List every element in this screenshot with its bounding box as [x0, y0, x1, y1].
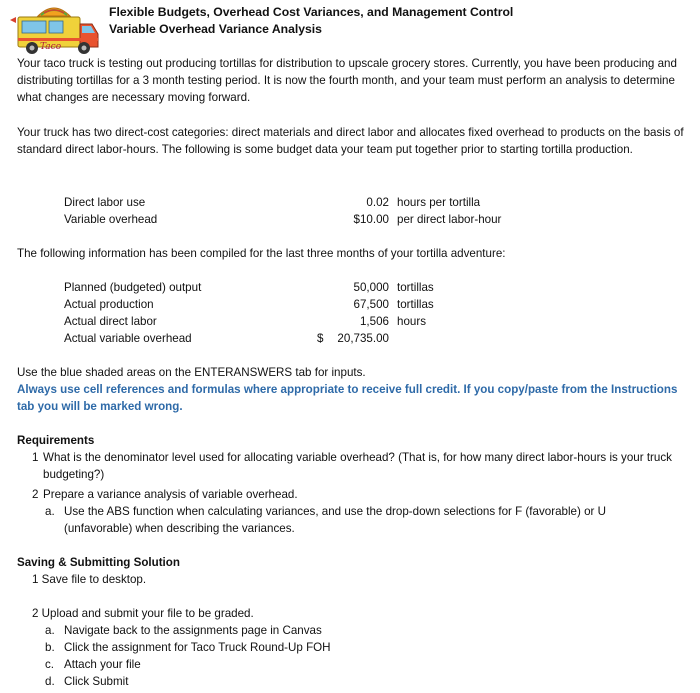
actual-unit: hours	[397, 315, 427, 328]
substep-letter: d.	[45, 675, 55, 688]
requirement-2a: Use the ABS function when calculating variances, and use the drop-down selections for F (favorable) or U (unfavorable) when describing the variances.	[64, 505, 606, 535]
actual-unit: tortillas	[397, 298, 434, 311]
intro-paragraph: Your taco truck is testing out producing tortillas for distribution to upscale grocery stores. Currently, you have been producing and distributing tortillas for a 3 month testing period. It is now the fourth month, and your team must perform an analysis to determine what changes are necessary moving forward.	[17, 57, 677, 104]
requirement-number: 2	[32, 488, 39, 501]
substep-text: Navigate back to the assignments page in Canvas	[64, 624, 322, 637]
cost-categories-paragraph: Your truck has two direct-cost categories: direct materials and direct labor and allocates fixed overhead to products on the basis of standard direct labor-hours. The following is some budget data your team put together prior to starting tortilla production.	[17, 126, 684, 156]
actual-value: 67,500	[353, 298, 389, 311]
actual-label: Actual production	[64, 298, 154, 311]
actual-value: 20,735.00	[337, 332, 389, 345]
actual-label: Actual variable overhead	[64, 332, 192, 345]
substep-text: Click Submit	[64, 675, 129, 688]
budget-unit: hours per tortilla	[397, 196, 481, 209]
budget-value: 0.02	[366, 196, 389, 209]
compiled-info-text: The following information has been compiled for the last three months of your tortilla adventure:	[17, 247, 506, 260]
substep-text: Attach your file	[64, 658, 141, 671]
actual-label: Actual direct labor	[64, 315, 157, 328]
save-step: 1 Save file to desktop.	[32, 573, 147, 586]
substep-letter: a.	[45, 624, 55, 637]
budget-unit: per direct labor-hour	[397, 213, 502, 226]
actual-unit: tortillas	[397, 281, 434, 294]
saving-heading: Saving & Submitting Solution	[17, 556, 180, 569]
formula-warning: Always use cell references and formulas where appropriate to receive full credit. If you copy/paste from the Instructions tab you will be marked wrong.	[17, 383, 678, 413]
requirement-1: What is the denominator level used for allocating variable overhead? (That is, for how many direct labor-hours is your truck budgeting?)	[43, 451, 672, 481]
requirement-2: Prepare a variance analysis of variable overhead.	[43, 488, 298, 501]
actual-currency: $	[317, 332, 324, 345]
budget-label: Direct labor use	[64, 196, 146, 209]
budget-label: Variable overhead	[64, 213, 158, 226]
document-title: Flexible Budgets, Overhead Cost Variances, and Management Control	[109, 5, 514, 19]
requirements-heading: Requirements	[17, 434, 95, 447]
document-subtitle: Variable Overhead Variance Analysis	[109, 22, 322, 36]
substep-letter: c.	[45, 658, 55, 671]
actual-value: 50,000	[353, 281, 389, 294]
actual-value: 1,506	[359, 315, 389, 328]
substep-letter: b.	[45, 641, 55, 654]
requirement-number: 1	[32, 451, 39, 464]
taco-truck-logo	[8, 2, 104, 58]
input-instructions: Use the blue shaded areas on the ENTERANSWERS tab for inputs.	[17, 366, 366, 379]
logo-text: Taco	[40, 42, 62, 52]
requirement-2a-letter: a.	[45, 505, 55, 518]
budget-value: $10.00	[353, 213, 389, 226]
actual-label: Planned (budgeted) output	[64, 281, 202, 294]
upload-step: 2 Upload and submit your file to be graded.	[32, 607, 254, 620]
substep-text: Click the assignment for Taco Truck Round-Up FOH	[64, 641, 331, 654]
